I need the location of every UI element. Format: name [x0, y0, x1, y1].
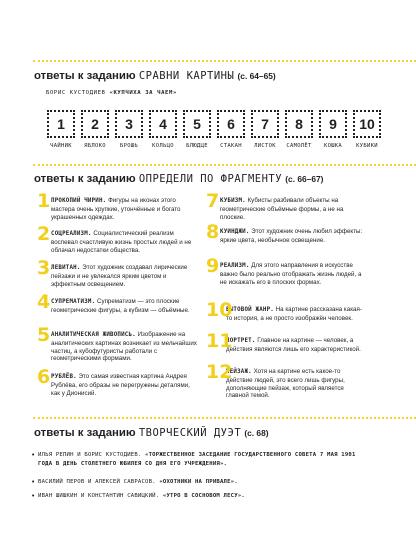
stamp-label-8: САМОЛЁТ: [286, 143, 312, 149]
duet-answer-2: [31, 478, 368, 487]
answer-text: Главное на картине — человек, а действия являются лишь его характеристикой.: [226, 337, 361, 353]
answer-text: Хотя на картине есть какое-то действие людей, это всего лишь фигуры, дополняющие пейзаж, который является главной темой.: [226, 368, 345, 400]
answer-number: 9: [206, 255, 220, 277]
fragment-answer-2: [37, 223, 197, 254]
answer-text: Фигуры на иконах этого мастера очень хрупкие, утончённые и богато украшенных одеждах.: [51, 197, 181, 221]
fragment-answer-6: [37, 366, 197, 397]
stamp-4: [149, 110, 177, 138]
fragment-answer-3: [37, 257, 197, 288]
stamp-label-6: СТАКАН: [220, 143, 242, 149]
stamp-number: 6: [227, 116, 235, 132]
answer-number: 10: [206, 299, 233, 321]
fragment-answer-5: [37, 324, 197, 363]
answer-text: Это самая известная картина Андрея Рублёва, его образы не перегружены деталями, как у Дионисий.: [51, 373, 190, 397]
fragment-answer-12: [206, 361, 366, 400]
stamp-9: [319, 110, 347, 138]
stamp-number: 9: [329, 116, 337, 132]
answer-term: РУБЛЁВ.: [51, 374, 77, 380]
answer-text: На картине рассказана какая-то история, а не просто изображён человек.: [226, 306, 362, 322]
answer-term: АНАЛИТИЧЕСКАЯ ЖИВОПИСЬ.: [51, 332, 136, 338]
stamp-number: 10: [359, 116, 375, 132]
duet-answer-1: [31, 451, 368, 469]
answer-number: 5: [37, 324, 51, 346]
title-prefix: ответы к заданию: [34, 427, 136, 439]
fragment-answer-9: [206, 255, 366, 286]
fragment-answer-11: [206, 330, 366, 354]
duet-painting: «ОХОТНИКИ НА ПРИВАЛЕ».: [159, 479, 238, 485]
dotted-divider: [33, 164, 416, 166]
stamp-number: 1: [57, 116, 65, 132]
duet-artists: ИВАН ШИШКИН И КОНСТАНТИН САВИЦКИЙ.: [38, 493, 163, 499]
stamp-row: [43, 110, 378, 158]
answer-term: РЕАЛИЗМ.: [220, 263, 250, 269]
bullet-icon: •: [31, 492, 36, 500]
title-pages: (с. 66–67): [285, 174, 324, 184]
duet-answer-3: [31, 492, 368, 501]
answer-term: СОЦРЕАЛИЗМ.: [51, 231, 92, 237]
answer-term: ПРОКОПИЙ ЧИРИН.: [51, 198, 107, 204]
answer-term: ПЕЙЗАЖ.: [226, 369, 252, 375]
answer-text: Для этого направления в искусстве важно было реально отображать жизнь людей, а не искажать его в плоских формах.: [220, 262, 362, 286]
section-title-duet: [34, 427, 269, 439]
answer-number: 2: [37, 223, 51, 245]
stamp-number: 7: [261, 116, 269, 132]
stamp-5: [183, 110, 211, 138]
answer-number: 4: [37, 291, 51, 313]
stamp-2: [81, 110, 109, 138]
duet-artists: ИЛЬЯ РЕПИН И БОРИС КУСТОДИЕВ.: [38, 452, 146, 458]
answer-number: 7: [206, 190, 220, 212]
title-prefix: ответы к заданию: [34, 70, 136, 82]
stamp-10: [353, 110, 381, 138]
stamp-label-1: ЧАЙНИК: [50, 143, 72, 149]
stamp-3: [115, 110, 143, 138]
answer-term: ЛЕВИТАН.: [51, 265, 81, 271]
fragment-answer-10: [206, 299, 366, 323]
answer-number: 11: [206, 330, 233, 352]
fragment-answer-4: [37, 291, 197, 315]
answer-number: 3: [37, 257, 51, 279]
stamp-label-4: КОЛЬЦО: [152, 143, 174, 149]
stamp-number: 5: [193, 116, 201, 132]
duet-artists: ВАСИЛИЙ ПЕРОВ И АЛЕКСЕЙ САВРАСОВ.: [38, 479, 160, 485]
answer-number: 8: [206, 221, 220, 243]
title-hand: ОПРЕДЕЛИ ПО ФРАГМЕНТУ: [138, 173, 283, 185]
dotted-divider: [33, 60, 416, 62]
compare-painting-caption: [46, 90, 177, 96]
stamp-6: [217, 110, 245, 138]
dotted-divider: [33, 417, 416, 419]
duet-painting: «УТРО В СОСНОВОМ ЛЕСУ».: [162, 493, 245, 499]
stamp-label-9: КОШКА: [323, 143, 343, 149]
title-pages: (с. 64–65): [237, 71, 276, 81]
stamp-label-3: БРОШЬ: [119, 143, 139, 149]
stamp-8: [285, 110, 313, 138]
answer-term: БЫТОВОЙ ЖАНР.: [226, 307, 274, 313]
answer-term: ПОРТРЕТ.: [226, 338, 256, 344]
fragment-answer-1: [37, 190, 197, 221]
answer-text: Изображение на аналитических картинах возникает из мельчайших частиц, а кубофутуристы работали с геометрическими формами.: [51, 331, 197, 363]
answer-number: 12: [206, 361, 233, 383]
answer-text: Этот художник создавал лирические пейзажи и не увлекался ярким цветом и эффектным освещением.: [51, 264, 188, 288]
stamp-number: 3: [125, 116, 133, 132]
answer-term: КУИНДЖИ.: [220, 229, 250, 235]
section-title-compare: [34, 70, 276, 82]
stamp-1: [47, 110, 75, 138]
bullet-icon: •: [31, 451, 36, 459]
painting-author: БОРИС КУСТОДИЕВ: [46, 90, 106, 96]
stamp-label-7: ЛИСТОК: [254, 143, 276, 149]
title-prefix: ответы к заданию: [34, 173, 136, 185]
fragment-answer-8: [206, 221, 366, 245]
answer-term: КУБИЗМ.: [220, 198, 246, 204]
duet-painting: «ТОРЖЕСТВЕННОЕ ЗАСЕДАНИЕ ГОСУДАРСТВЕННОГО СОВЕТА 7 МАЯ 1901 ГОДА В ДЕНЬ СТОЛЕТНЕГО ЮБИЛЕЯ СО ДНЯ ЕГО УЧРЕЖДЕНИЯ».: [38, 452, 356, 467]
fragment-answer-7: [206, 190, 366, 221]
stamp-number: 2: [91, 116, 99, 132]
answer-text: Социалистический реализм воспевал счастливую жизнь простых людей и не облачал недостатки общества.: [51, 230, 192, 254]
bullet-icon: •: [31, 478, 36, 486]
stamp-label-5: БЛЮДЦЕ: [186, 143, 208, 149]
stamp-label-10: КУБИКИ: [356, 143, 378, 149]
answer-number: 1: [37, 190, 51, 212]
stamp-number: 8: [295, 116, 303, 132]
painting-title: «КУПЧИХА ЗА ЧАЕМ»: [109, 90, 177, 96]
title-hand: СРАВНИ КАРТИНЫ: [138, 70, 235, 82]
stamp-7: [251, 110, 279, 138]
answer-number: 6: [37, 366, 51, 388]
stamp-number: 4: [159, 116, 167, 132]
answer-term: СУПРЕМАТИЗМ.: [51, 299, 96, 305]
answer-text: Супрематизм — это плоские геометрические фигуры, а кубизм — объёмные.: [51, 298, 190, 314]
section-title-fragment: [34, 173, 323, 185]
title-pages: (с. 68): [244, 428, 269, 438]
stamp-label-2: ЯБЛОКО: [84, 143, 106, 149]
answer-text: Кубисты разбивали объекты на геометрические объёмные формы, а не на плоские.: [220, 197, 344, 221]
answer-text: Этот художник очень любил эффекты: яркие цвета, необычное освещение.: [220, 228, 363, 244]
title-hand: ТВОРЧЕСКИЙ ДУЭТ: [138, 427, 242, 439]
